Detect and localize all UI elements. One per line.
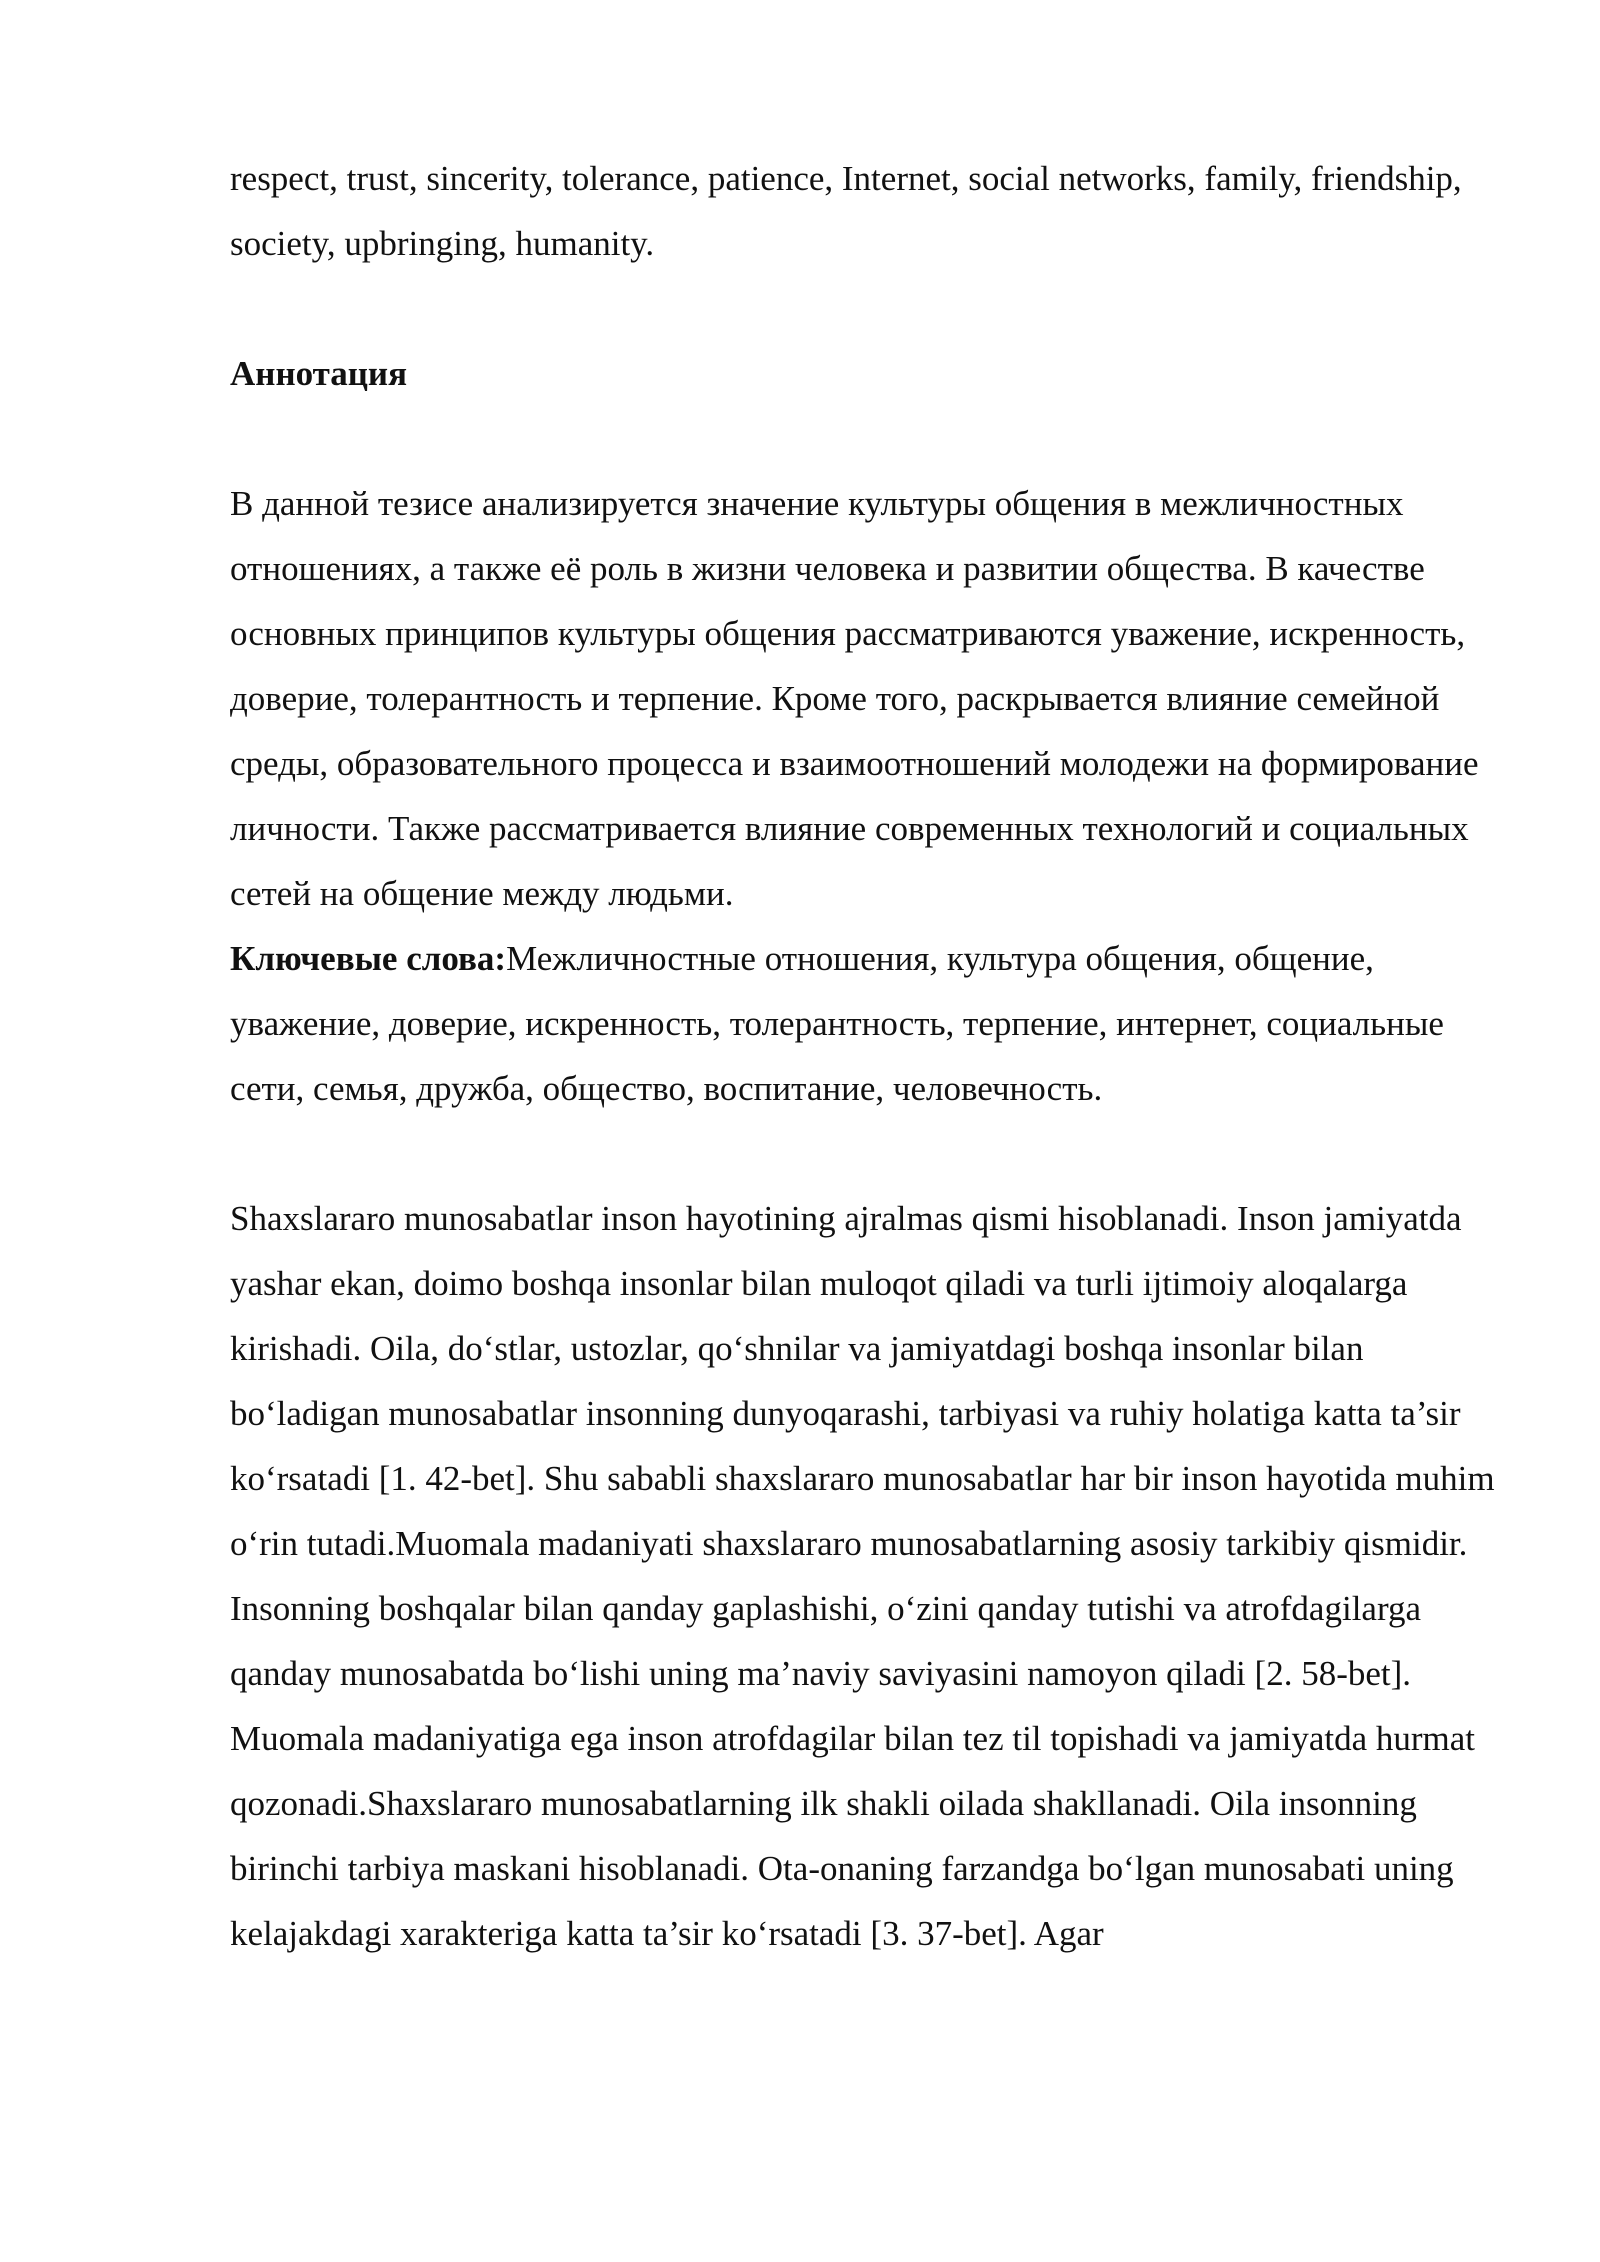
annotation-paragraph: В данной тезисе анализируется значение культуры общения в межличностных отношениях, а также её роль в жизни человека и развитии общества. В качестве основных принципов культуры общения рассматриваются уважение, искренность, доверие, толерантность и терпение. Кроме того, раскрывается влияние семейной среды, образовательного процесса и взаимоотношений молодежи на формирование личности. Также рассматривается влияние современных технологий и социальных сетей на общение между людьми. — [230, 484, 1479, 913]
keywords-en-continuation: respect, trust, sincerity, tolerance, patience, Internet, social networks, family, friendship, society, upbringing, humanity. — [230, 159, 1462, 263]
spacer — [230, 276, 1520, 341]
spacer — [230, 1121, 1520, 1186]
keywords-ru-label: Ключевые слова: — [230, 939, 507, 978]
annotation-heading: Аннотация — [230, 354, 408, 393]
document-page — [230, 146, 1520, 1966]
body-paragraph: Shaxslararo munosabatlar inson hayotining ajralmas qismi hisoblanadi. Inson jamiyatda yashar ekan, doimo boshqa insonlar bilan muloqot qiladi va turli ijtimoiy aloqalarga kirishadi. Oila, do‘stlar, ustozlar, qo‘shnilar va jamiyatdagi boshqa insonlar bilan bo‘ladigan munosabatlar insonning dunyoqarashi, tarbiyasi va ruhiy holatiga katta ta’sir ko‘rsatadi [1. 42-bet]. Shu sababli shaxslararo munosabatlar har bir inson hayotida muhim o‘rin tutadi.Muomala madaniyati shaxslararo munosabatlarning asosiy tarkibiy qismidir. Insonning boshqalar bilan qanday gaplashishi, o‘zini qanday tutishi va atrofdagilarga qanday munosabatda bo‘lishi uning ma’naviy saviyasini namoyon qiladi [2. 58-bet]. Muomala madaniyatiga ega inson atrofdagilar bilan tez til topishadi va jamiyatda hurmat qozonadi.Shaxslararo munosabatlarning ilk shakli oilada shakllanadi. Oila insonning birinchi tarbiya maskani hisoblanadi. Ota-onaning farzandga bo‘lgan munosabati uning kelajakdagi xarakteriga katta ta’sir ko‘rsatadi [3. 37-bet]. Agar — [230, 1199, 1495, 1953]
keywords-ru-paragraph — [230, 926, 1520, 1121]
keywords-ru-text: Межличностные отношения, культура общения, общение, уважение, доверие, искренность, толерантность, терпение, интернет, социальные сети, семья, дружба, общество, воспитание, человечность. — [230, 939, 1444, 1108]
spacer — [230, 406, 1520, 471]
